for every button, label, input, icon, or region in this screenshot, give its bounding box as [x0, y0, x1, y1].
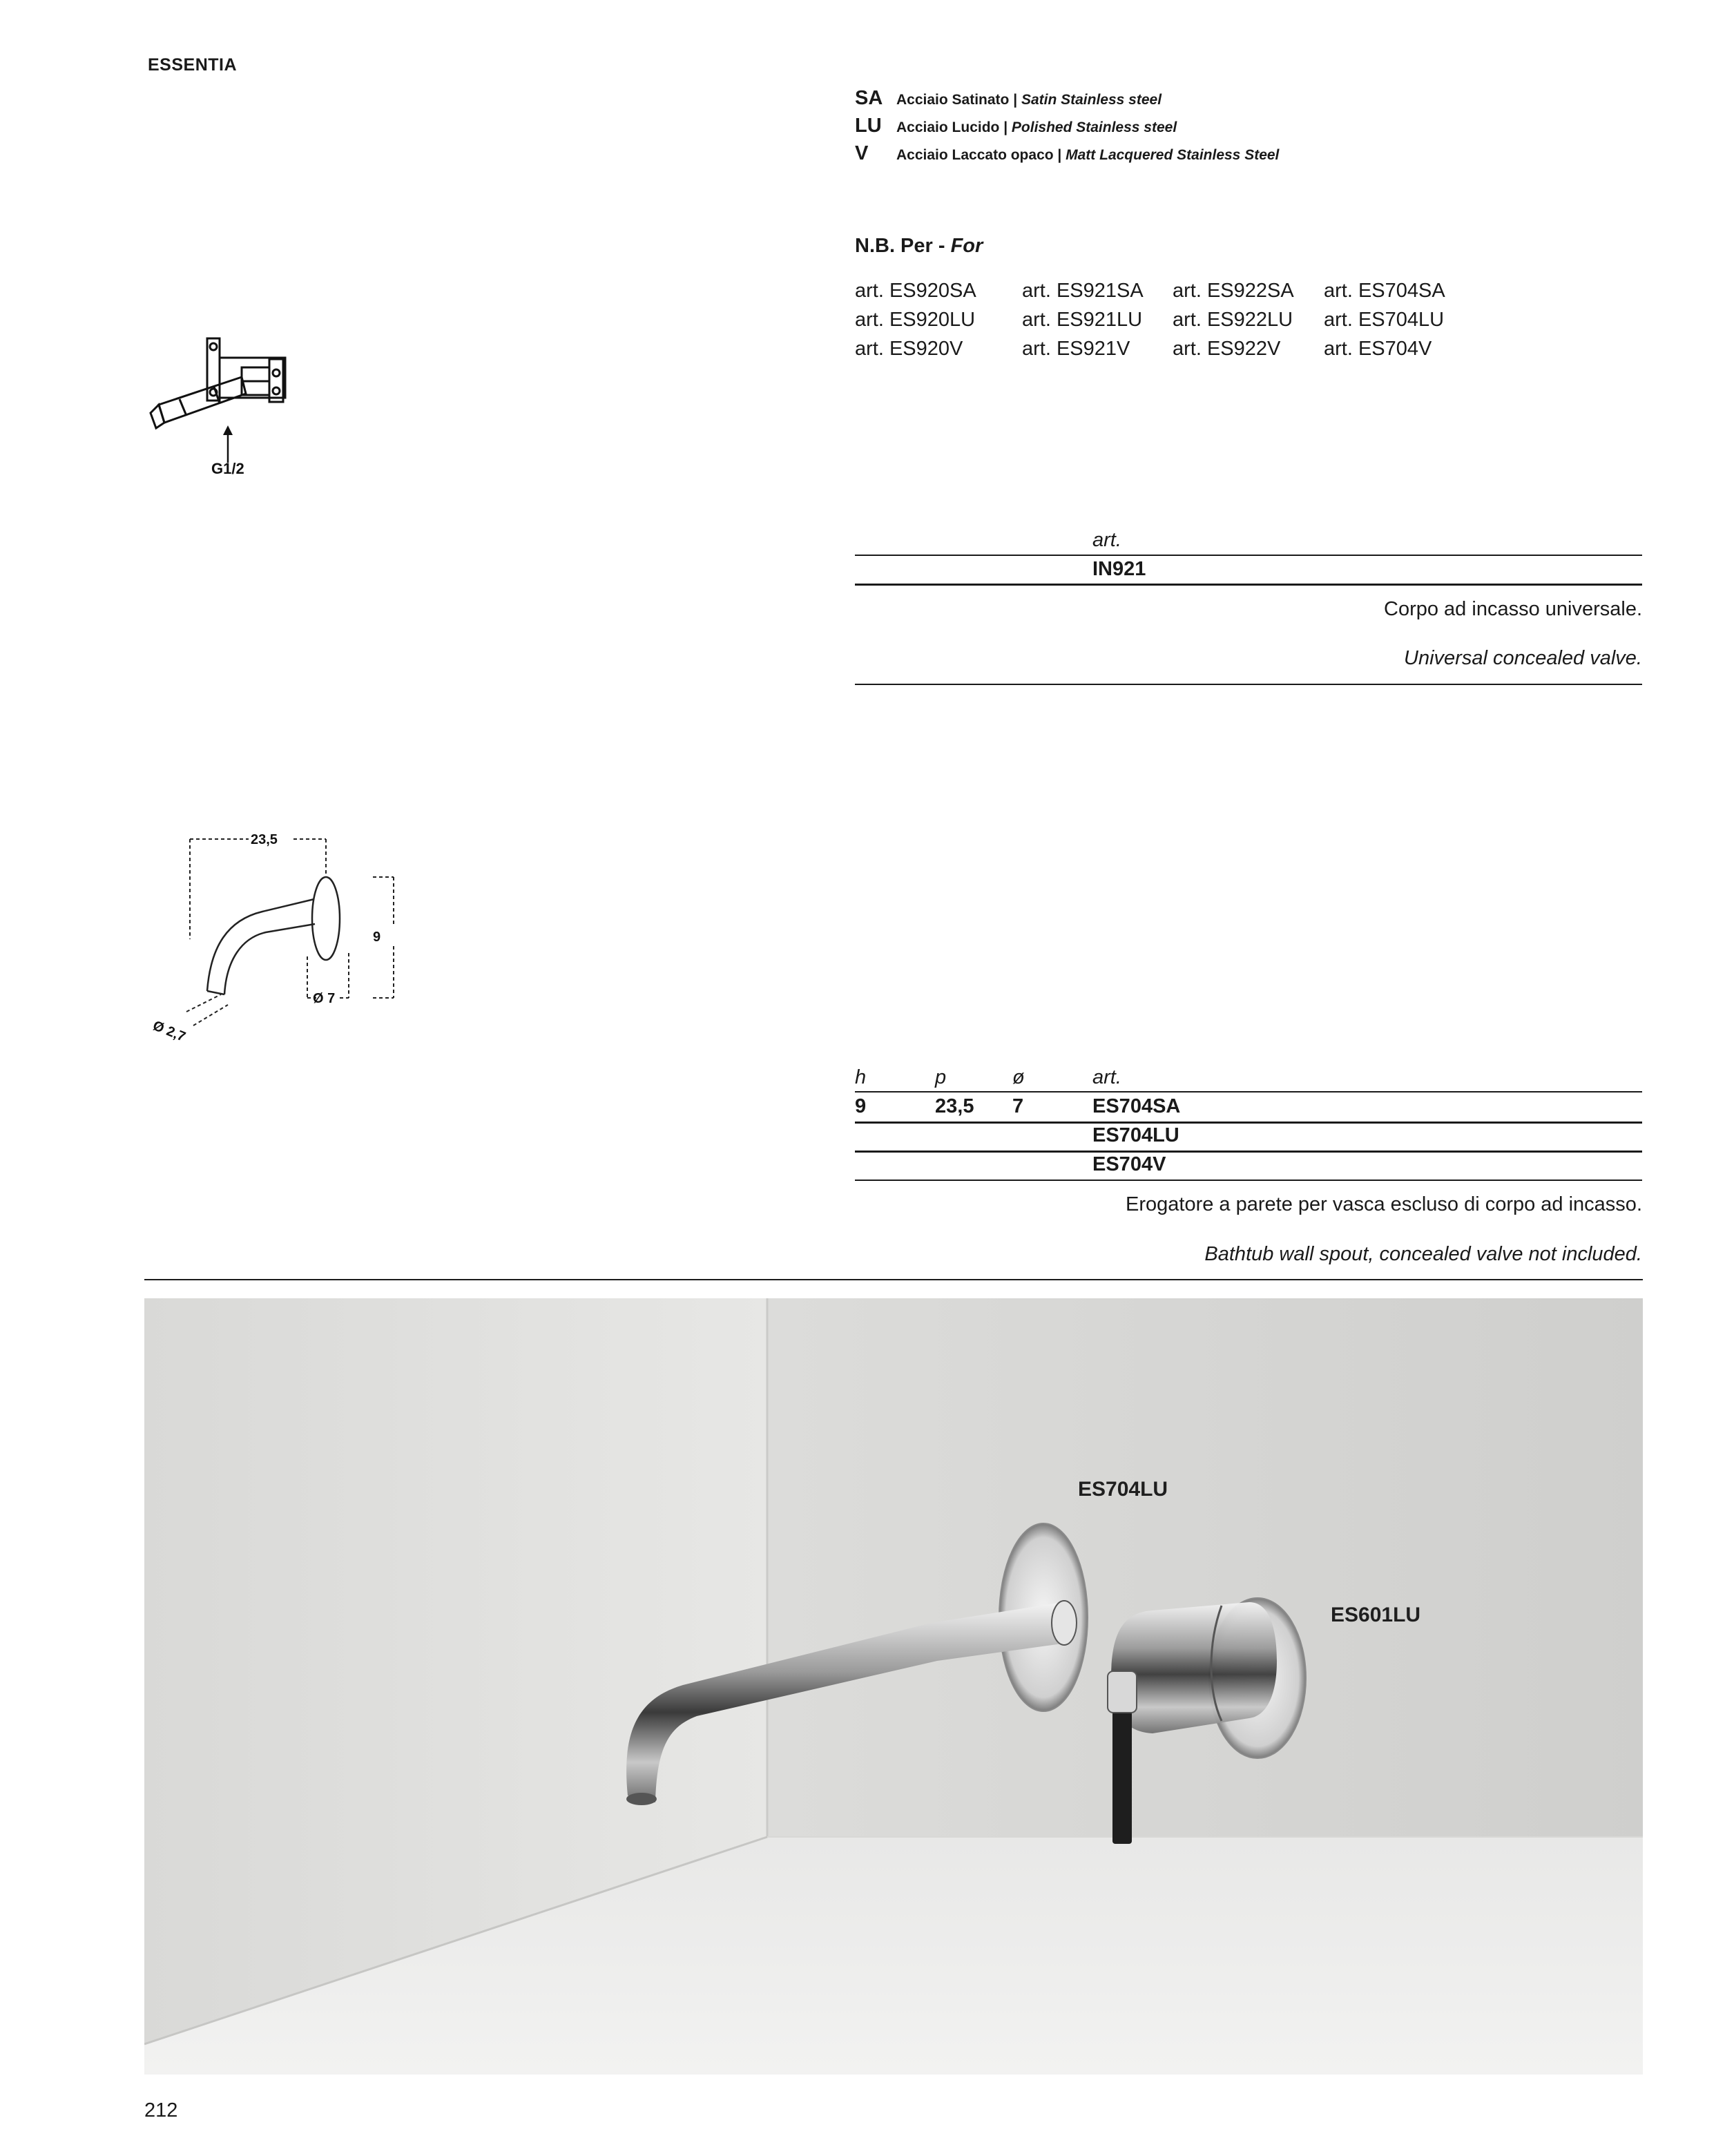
finish-desc: Acciaio Satinato | Satin Stainless steel: [896, 92, 1162, 108]
compat-item: art. ES921LU: [1022, 309, 1143, 331]
valve-desc-it: Corpo ad incasso universale.: [1384, 598, 1642, 620]
dim-depth: 23,5: [251, 832, 278, 847]
brand-title: ESSENTIA: [148, 55, 238, 75]
photo-label-mixer: ES601LU: [1331, 1604, 1421, 1626]
spout-desc-en: Bathtub wall spout, concealed valve not included.: [1204, 1243, 1642, 1265]
compat-item: art. ES922V: [1173, 338, 1281, 360]
rule: [855, 555, 1642, 556]
nb-label: N.B. Per - For: [855, 235, 983, 257]
compat-item: art. ES921V: [1022, 338, 1130, 360]
compat-item: art. ES920LU: [855, 309, 976, 331]
compat-item: art. ES704SA: [1324, 280, 1445, 302]
finish-code: LU: [855, 115, 882, 137]
compat-column: [1022, 276, 1144, 363]
compat-column: [855, 276, 976, 363]
rule: [855, 684, 1642, 685]
rule: [855, 584, 1642, 586]
valve-drawing: [138, 325, 318, 490]
finish-row-sa: [855, 87, 1162, 115]
finish-row-lu: [855, 115, 1177, 142]
valve-art-code: IN921: [1092, 558, 1146, 580]
spout-desc-it: Erogatore a parete per vasca escluso di corpo ad incasso.: [1126, 1193, 1642, 1215]
compat-item: art. ES922SA: [1173, 280, 1294, 302]
bathroom-scene: [144, 1298, 1643, 2075]
compat-item: art. ES704V: [1324, 338, 1432, 360]
rule: [855, 1091, 1642, 1093]
cell-h: 9: [855, 1095, 867, 1117]
cell-art: ES704LU: [1092, 1124, 1179, 1146]
product-photo: [144, 1298, 1643, 2075]
compat-item: art. ES922LU: [1173, 309, 1293, 331]
compat-item: art. ES920SA: [855, 280, 976, 302]
rule: [855, 1122, 1642, 1124]
compat-column: [1173, 276, 1294, 363]
finish-desc: Acciaio Lucido | Polished Stainless steel: [896, 119, 1177, 135]
col-header-h: h: [855, 1066, 867, 1088]
cell-art: ES704SA: [1092, 1095, 1181, 1117]
valve-connection-label: G1/2: [211, 460, 244, 477]
col-header-p: p: [935, 1066, 947, 1088]
dim-height: 9: [373, 930, 381, 945]
finish-desc: Acciaio Laccato opaco | Matt Lacquered Stainless Steel: [896, 147, 1280, 163]
section-divider: [144, 1279, 1643, 1280]
compat-item: art. ES921SA: [1022, 280, 1144, 302]
col-header-art: art.: [1092, 1066, 1121, 1088]
valve-art-header: art.: [1092, 529, 1121, 551]
spout-drawing: [138, 822, 407, 1050]
cell-art: ES704V: [1092, 1153, 1166, 1175]
valve-desc-en: Universal concealed valve.: [1404, 647, 1642, 669]
dim-pipe-diameter: Ø 2,7: [151, 1018, 188, 1045]
finish-row-v: [855, 142, 1279, 170]
photo-label-spout: ES704LU: [1078, 1478, 1168, 1501]
compat-column: [1324, 276, 1445, 363]
rule: [855, 1180, 1642, 1181]
finish-code: V: [855, 142, 869, 164]
compat-item: art. ES920V: [855, 338, 963, 360]
compat-item: art. ES704LU: [1324, 309, 1445, 331]
cell-p: 23,5: [935, 1095, 974, 1117]
page-number: 212: [144, 2099, 178, 2121]
rule: [855, 1151, 1642, 1153]
dim-flange-diameter: Ø 7: [313, 991, 336, 1006]
finish-code: SA: [855, 87, 883, 109]
col-header-d: ø: [1012, 1066, 1025, 1088]
cell-d: 7: [1012, 1095, 1024, 1117]
